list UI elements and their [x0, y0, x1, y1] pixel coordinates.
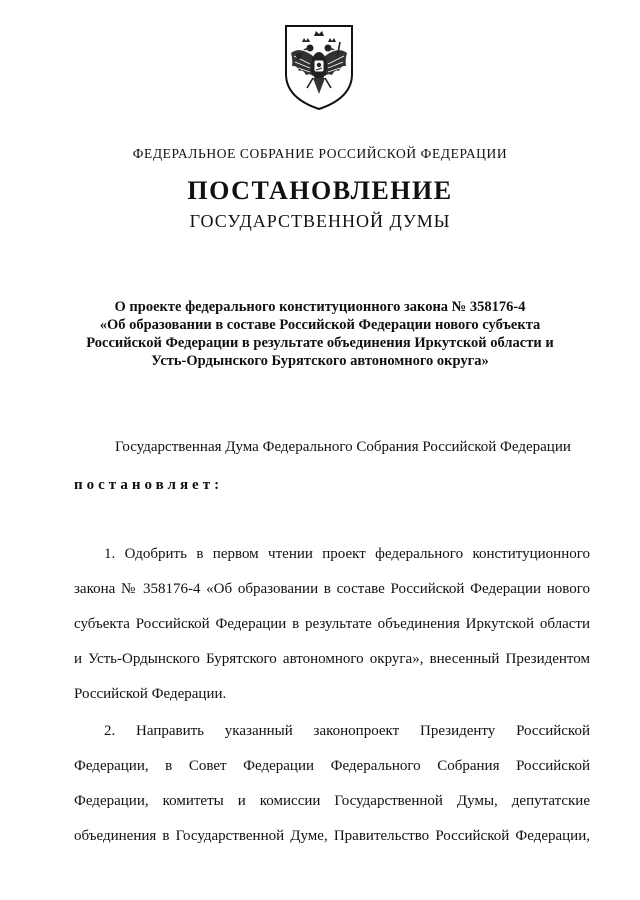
paragraph-line: субъекта Российской Федерации в результате объединения Иркутской области — [74, 616, 590, 632]
subject-line: О проекте федерального конституционного закона № 358176-4 — [114, 299, 526, 315]
russian-coat-of-arms-icon — [280, 22, 358, 112]
paragraph-line: Российской Федерации. — [74, 686, 227, 702]
paragraph-line: закона № 358176-4 «Об образовании в составе Российской Федерации нового — [74, 581, 590, 597]
paragraph-1 — [74, 544, 590, 719]
preamble-text: Государственная Дума Федерального Собрания Российской Федерации — [115, 439, 571, 455]
paragraph-2 — [74, 721, 590, 861]
document-subject — [60, 298, 580, 370]
subject-line: Российской Федерации в результате объединения Иркутской области и — [86, 335, 554, 351]
paragraph-line: 2. Направить указанный законопроект Президенту Российской — [104, 723, 590, 739]
document-type-title: ПОСТАНОВЛЕНИЕ — [187, 176, 453, 205]
paragraph-line: Федерации, в Совет Федерации Федерального Собрания Российской — [74, 758, 590, 774]
paragraph-line: Федерации, комитеты и комиссии Государственной Думы, депутатские — [74, 793, 590, 809]
subject-line: «Об образовании в составе Российской Федерации нового субъекта — [99, 317, 541, 333]
resolves-text: постановляет: — [74, 477, 224, 493]
paragraph-line: и Усть-Ордынского Бурятского автономного округа», внесенный Президентом — [74, 651, 590, 667]
subject-line: Усть-Ордынского Бурятского автономного округа» — [151, 353, 489, 369]
paragraph-line: объединения в Государственной Думе, Правительство Российской Федерации, — [74, 828, 590, 844]
assembly-title: ФЕДЕРАЛЬНОЕ СОБРАНИЕ РОССИЙСКОЙ ФЕДЕРАЦИИ — [132, 146, 508, 161]
issuer-title: ГОСУДАРСТВЕННОЙ ДУМЫ — [189, 211, 451, 231]
paragraph-line: 1. Одобрить в первом чтении проект федерального конституционного — [104, 546, 590, 562]
